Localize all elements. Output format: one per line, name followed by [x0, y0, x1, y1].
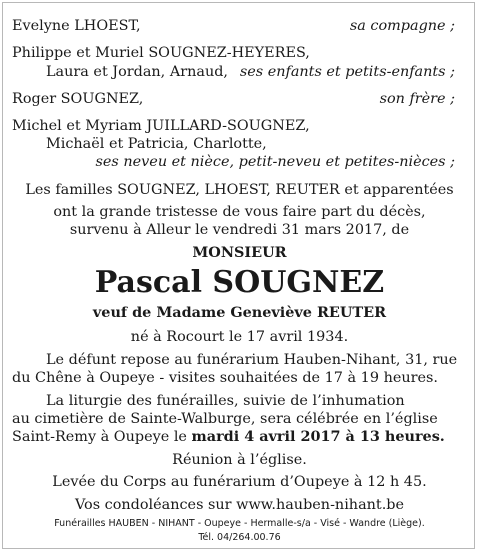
rest-line-1: Le défunt repose au funérarium Hauben-Nihant, 31, rue — [46, 352, 458, 368]
family-name: Michel et Myriam JUILLARD-SOUGNEZ, — [12, 118, 310, 134]
family-name: Philippe et Muriel SOUGNEZ-HEYERES, — [12, 45, 310, 61]
funeral-datetime: mardi 4 avril 2017 à 13 heures. — [191, 428, 445, 445]
family-entry-4-continued — [0, 135, 479, 153]
undertaker-phone: Tél. 04/264.00.76 — [198, 532, 281, 543]
family-entry-1 — [0, 17, 479, 35]
family-role: son frère ; — [379, 91, 455, 107]
family-role: ses neveu et nièce, petit-neveu et petites-nièces ; — [95, 154, 455, 170]
family-role: sa compagne ; — [349, 18, 455, 34]
liturgy-place: Saint-Remy à Oupeye le — [12, 429, 187, 445]
family-name: Roger SOUGNEZ, — [12, 91, 144, 107]
family-name: Michaël et Patricia, Charlotte, — [46, 136, 267, 152]
family-role: ses enfants et petits-enfants ; — [239, 64, 455, 80]
family-name: Evelyne LHOEST, — [12, 18, 141, 34]
family-entry-4 — [0, 117, 479, 135]
honorific: MONSIEUR — [192, 244, 287, 261]
announcement-line-2: survenu à Alleur le vendredi 31 mars 2017, de — [69, 222, 410, 238]
family-entry-3 — [0, 90, 479, 108]
deceased-name: Pascal SOUGNEZ — [94, 265, 385, 300]
condolences-line: Vos condoléances sur www.hauben-nihant.be — [74, 497, 405, 513]
levee-line: Levée du Corps au funérarium d’Oupeye à 12 h 45. — [52, 474, 427, 490]
liturgy-line-3 — [0, 428, 479, 446]
rest-line-2: du Chêne à Oupeye - visites souhaitées de 17 à 19 heures. — [12, 370, 438, 386]
undertaker-footer: Funérailles HAUBEN - NIHANT - Oupeye - Hermalle-s/a - Visé - Wandre (Liège). — [54, 518, 425, 529]
liturgy-line-2: au cimetière de Sainte-Walburge, sera célébrée en l’église — [12, 411, 438, 427]
family-entry-2-continued — [0, 63, 479, 81]
family-name: Laura et Jordan, Arnaud, — [46, 64, 229, 80]
announcement-line-1: ont la grande tristesse de vous faire part du décès, — [53, 204, 426, 220]
liturgy-line-1: La liturgie des funérailles, suivie de l’inhumation — [46, 393, 405, 409]
widower-of: veuf de Madame Geneviève REUTER — [92, 304, 387, 321]
birth-line: né à Rocourt le 17 avril 1934. — [130, 329, 349, 345]
families-line: Les familles SOUGNEZ, LHOEST, REUTER et apparentées — [25, 182, 454, 198]
reunion-line: Réunion à l’église. — [172, 452, 307, 468]
family-entry-2 — [0, 44, 479, 62]
